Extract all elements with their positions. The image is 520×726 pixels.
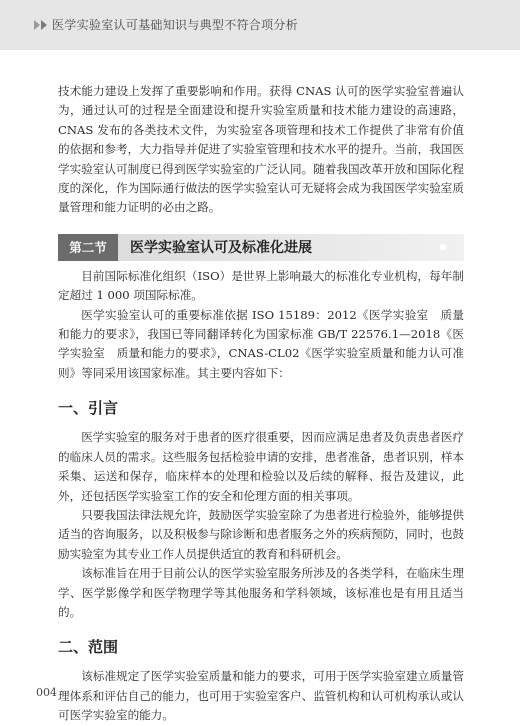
running-header: [0, 0, 520, 50]
body-paragraph: 该标准规定了医学实验室质量和能力的要求，可用于医学实验室建立质量管理体系和评估自己的能力，也可用于实验室客户、监管机构和认可机构承认或认可医学实验室的能力。: [58, 669, 464, 723]
section-title: 医学实验室认可及标准化进展: [130, 240, 312, 257]
arrow-bullet-icon: [34, 17, 48, 33]
dot-icon: [440, 244, 446, 250]
page-body: [58, 82, 464, 726]
page-number: 004: [36, 686, 57, 699]
section-number-tag: 第二节: [58, 234, 118, 261]
body-paragraph: 医学实验室的服务对于患者的医疗很重要，因而应满足患者及负责患者医疗的临床人员的需求。这些服务包括检验申请的安排，患者准备，患者识别，样本采集、运送和保存，临床样本的处理和检验以及后续的解释、报告及建议，此外，还包括医学实验室工作的安全和伦理方面的相关事项。: [58, 430, 464, 503]
running-header-title: 医学实验室认可基础知识与典型不符合项分析: [52, 18, 299, 32]
section-heading-bar: [58, 234, 464, 261]
subsection-heading-introduction: 一、引言: [58, 399, 119, 418]
subsection-heading-scope: 二、范围: [58, 638, 119, 657]
body-paragraph: 目前国际标准化组织（ISO）是世界上影响最大的标准化专业机构，每年制定超过 1 000 项国际标准。: [58, 268, 464, 303]
body-paragraph: 只要我国法律法规允许，鼓励医学实验室除了为患者进行检验外，能够提供适当的咨询服务，以及积极参与除诊断和患者服务之外的疾病预防，同时，也鼓励实验室为其专业工作人员提供适宜的教育和科研机会。: [58, 507, 464, 561]
intro-paragraph: 技术能力建设上发挥了重要影响和作用。获得 CNAS 认可的医学实验室普遍认为，通过认可的过程是全面建设和提升实验室质量和技术能力建设的高速路，CNAS 发布的各类技术文件，为实验室各项管理和技术工作提供了非常有价值的依据和参考，大力指导并促进了实验室管理和技术水平的提升。当前，我国医学实验室认可制度已得到医学实验室的广泛认同。随着我国改革开放和国际化程度的深化，作为国际通行做法的医学实验室认可无疑将会成为我国医学实验室质量管理和能力证明的必由之路。: [58, 84, 464, 215]
body-paragraph: 医学实验室认可的重要标准依据 ISO 15189：2012《医学实验室 质量和能力的要求》，我国已等同翻译转化为国家标准 GB/T 22576.1—2018《医学实验室 质量和能力的要求》，CNAS-CL02《医学实验室质量和能力认可准则》等同采用该国家标准。其主要内容如下：: [58, 307, 464, 380]
body-paragraph: 该标准旨在用于目前公认的医学实验室服务所涉及的各类学科，在临床生理学、医学影像学和医学物理学等其他服务和学科领域，该标准也是有用且适当的。: [58, 566, 464, 619]
